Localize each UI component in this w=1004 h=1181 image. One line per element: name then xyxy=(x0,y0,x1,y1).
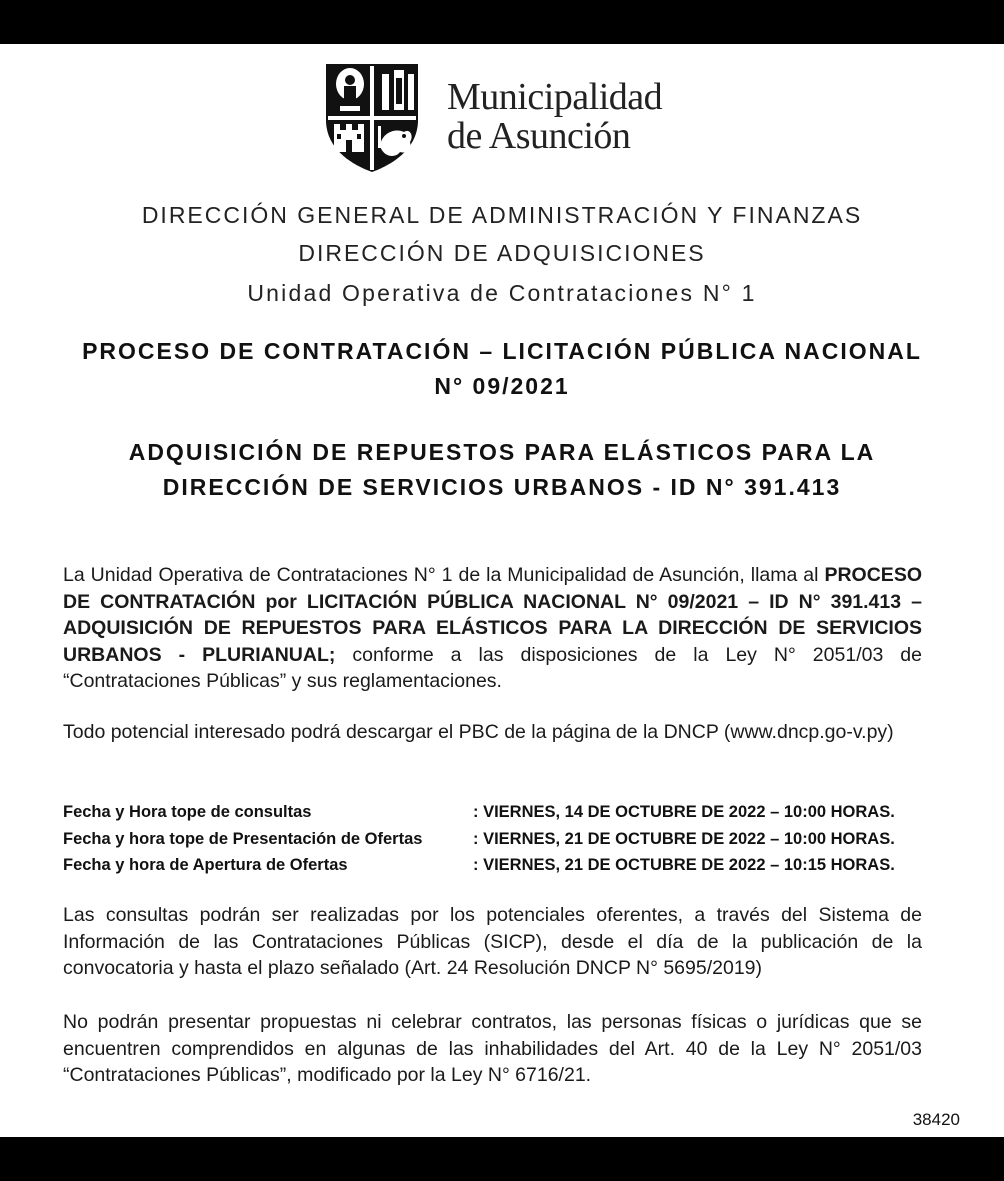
schedule-label: Fecha y hora de Apertura de Ofertas xyxy=(63,856,348,874)
schedule-value: : VIERNES, 21 DE OCTUBRE DE 2022 – 10:00 HORAS. xyxy=(473,829,895,848)
process-title-line-2: N° 09/2021 xyxy=(434,373,570,399)
download-paragraph: Todo potencial interesado podrá descargar el PBC de la página de la DNCP (www.dncp.go-v.py) xyxy=(63,721,894,743)
municipality-name xyxy=(447,78,662,156)
process-title-line-1: PROCESO DE CONTRATACIÓN – LICITACIÓN PÚBLICA NACIONAL xyxy=(82,338,922,364)
header-line-1: DIRECCIÓN GENERAL DE ADMINISTRACIÓN Y FINANZAS xyxy=(141,202,863,228)
coat-of-arms-logo xyxy=(322,58,422,174)
top-black-bar xyxy=(0,0,1004,44)
schedule-label: Fecha y hora tope de Presentación de Ofertas xyxy=(63,829,423,848)
schedule-table xyxy=(63,799,943,879)
schedule-row xyxy=(63,799,943,826)
schedule-label: Fecha y Hora tope de consultas xyxy=(63,803,312,821)
subject-title-line-2: DIRECCIÓN DE SERVICIOS URBANOS - ID N° 391.413 xyxy=(162,474,842,500)
bottom-black-bar xyxy=(0,1137,1004,1181)
call-intro: La Unidad Operativa de Contrataciones N° 1 de la Municipalidad de Asunción, llama al xyxy=(63,564,825,586)
shield-icon xyxy=(322,58,422,174)
publication-number: 38420 xyxy=(912,1110,960,1129)
header-line-2: DIRECCIÓN DE ADQUISICIONES xyxy=(298,240,706,266)
call-paragraph xyxy=(63,562,922,695)
call-legal-reference: conforme a las disposiciones de la Ley N° 2051/03 de “Contrataciones Públicas” y sus reglamentaciones. xyxy=(63,643,923,692)
schedule-value: : VIERNES, 14 DE OCTUBRE DE 2022 – 10:00 HORAS. xyxy=(473,803,895,821)
schedule-row xyxy=(63,826,943,853)
subject-title-line-1: ADQUISICIÓN DE REPUESTOS PARA ELÁSTICOS PARA LA xyxy=(128,439,876,465)
call-bold-reference: PROCESO DE CONTRATACIÓN por LICITACIÓN PÚBLICA NACIONAL N° 09/2021 – ID N° 391.413 – ADQUISICIÓN DE REPUESTOS PARA ELÁSTICOS PARA LA DIRECCIÓN DE SERVICIOS URBANOS - PLURIANUAL; xyxy=(63,564,922,666)
schedule-value: : VIERNES, 21 DE OCTUBRE DE 2022 – 10:15 HORAS. xyxy=(473,856,895,874)
consultation-paragraph: Las consultas podrán ser realizadas por los potenciales oferentes, a través del Sistema de Información de las Contrataciones Públicas (SICP), desde el día de la publicación de la convocatoria y hasta el plazo señalado (Art. 24 Resolución DNCP N° 5695/2019) xyxy=(63,904,922,979)
header-line-3: Unidad Operativa de Contrataciones N° 1 xyxy=(247,280,757,306)
brand-line-1: Municipalidad xyxy=(447,76,663,118)
brand-line-2: de Asunción xyxy=(447,115,631,157)
ineligibility-paragraph: No podrán presentar propuestas ni celebrar contratos, las personas físicas o jurídicas que se encuentren comprendidos en algunas de las inhabilidades del Art. 40 de la Ley N° 2051/03 “Contrataciones Públicas”, modificado por la Ley N° 6716/21. xyxy=(63,1011,922,1086)
schedule-row xyxy=(63,852,943,879)
